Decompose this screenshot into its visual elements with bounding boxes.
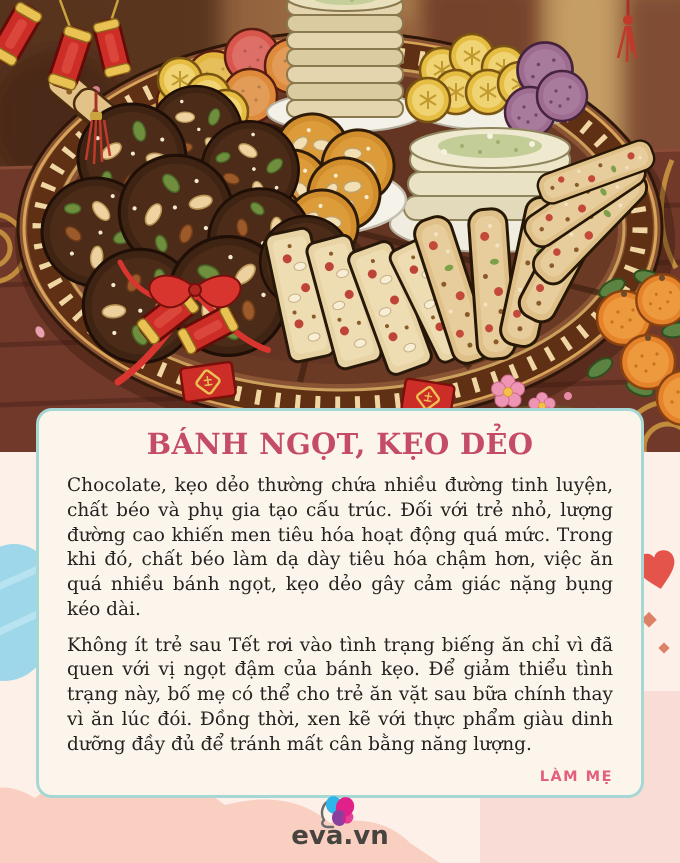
eva-logo-icon <box>280 794 400 850</box>
paragraph-1: Chocolate, kẹo dẻo thường chứa nhiều đường tinh luyện, chất béo và phụ gia tạo cấu trúc. Đối với trẻ nhỏ, lượng đường cao khiến men tiêu hóa hoạt động quá mức. Trong khi đó, chất béo làm dạ dày tiêu hóa chậm hơn, việc ăn quá nhiều bánh ngọt, kẹo dẻo gây cảm giác nặng bụng kéo dài. <box>67 475 613 620</box>
eva-logo-text: eva.vn <box>291 821 389 850</box>
card-title: BÁNH NGỌT, KẸO DẺO <box>146 427 534 461</box>
eva-logo <box>280 794 400 854</box>
banana-taro-chips <box>406 34 587 137</box>
content-card <box>36 408 644 798</box>
paragraph-2: Không ít trẻ sau Tết rơi vào tình trạng biếng ăn chỉ vì đã quen với vị ngọt đậm của bánh kẹo. Để giảm thiểu tình trạng này, bố mẹ có thể cho trẻ ăn vặt sau bữa chính thay vì ăn lúc đói. Đồng thời, xen kẽ với thực phẩm giàu dinh dưỡng đầy đủ để tránh mất cân bằng năng lượng. <box>67 634 613 755</box>
category-label: LÀM MẸ <box>539 769 613 785</box>
